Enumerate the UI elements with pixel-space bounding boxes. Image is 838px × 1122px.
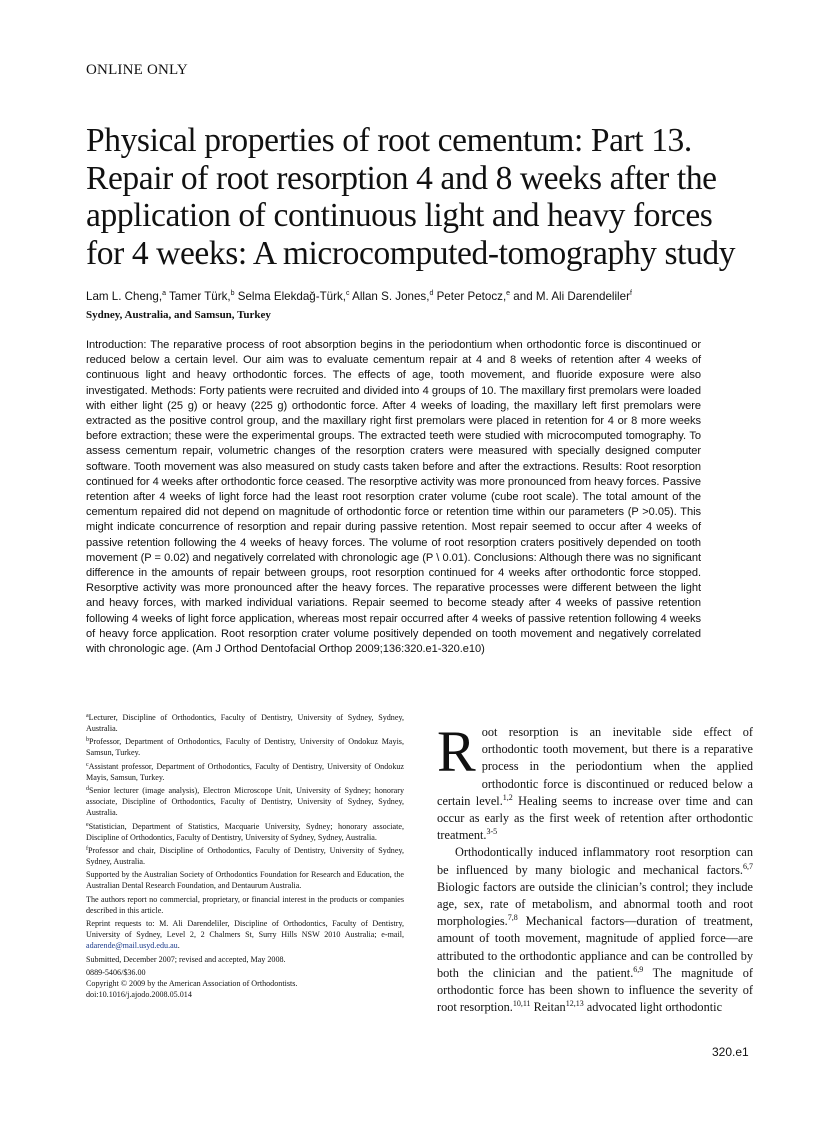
author-affiliation-mark: f [629, 290, 632, 297]
drop-cap: R [437, 719, 476, 784]
footnote-mark: d [86, 786, 89, 793]
article-title [86, 122, 766, 272]
body-text: Healing seems to increase over time and can occur as early as the first week of retention after orthodontic treatment. [437, 793, 753, 843]
submission-dates: Submitted, December 2007; revised and accepted, May 2008. [86, 954, 286, 964]
author-name: Allan S. Jones, [349, 290, 430, 303]
body-text: oot resorption is an inevitable side effect of orthodontic tooth movement, but there is a reparative process in the periodontium when the applied orthodontic force is discontinued or reduced below a certain level. [437, 725, 753, 808]
body-text: Biologic factors are outside the clinician’s control; they include age, sex, rate of metabolism, and abnormal tooth and root morphologies. [437, 879, 753, 929]
footnote-mark: a [86, 713, 89, 719]
footnote-mark: e [86, 821, 89, 828]
author-name: Selma Elekdağ-Türk, [234, 290, 347, 303]
footnote [86, 736, 404, 758]
footnote-text: Professor and chair, Discipline of Orthodontics, Faculty of Dentistry, University of Sydney, Sydney, Australia. [86, 845, 404, 867]
author-name: Lam L. Cheng, [86, 290, 163, 303]
footnote-text: Lecturer, Discipline of Orthodontics, Faculty of Dentistry, University of Sydney, Sydney, Australia. [86, 713, 404, 734]
reprint-text: Reprint requests to: M. Ali Darendeliler, Discipline of Orthodontics, Faculty of Dentistry, University of Sydney, Level 2, 2 Chalmers St, Surry Hills NSW 2010 Australia; e-mail, [86, 919, 404, 940]
citation: 7,8 [507, 913, 518, 923]
footnote [86, 821, 404, 843]
body-text-column [437, 719, 753, 1016]
body-text: Mechanical factors—duration of treatment, amount of tooth movement, magnitude of applied force—are attributed to the orthodontic appliance and can be controlled by both the clinician and the patient. [437, 914, 753, 980]
body-text: Reitan [530, 1000, 566, 1015]
body-paragraph [437, 719, 753, 844]
reprint-request-note: Reprint requests to: M. Ali Darendeliler, Discipline of Orthodontics, Faculty of Dentistry, University of Sydney, Level 2, 2 Chalmers St, Surry Hills NSW 2010 Australia; e-mail, adarende@mail.usyd.edu.au. [86, 919, 404, 951]
author-affiliation-mark: b [230, 290, 235, 297]
footnote-text: Statistician, Department of Statistics, Macquarie University, Sydney; honorary associate, Discipline of Orthodontics, Faculty of Dentistry, University of Sydney, Sydney, Australia. [86, 821, 404, 842]
footnote [86, 845, 404, 867]
doi: doi:10.1016/j.ajodo.2008.05.014 [86, 990, 192, 1000]
citation: 1,2 [502, 792, 513, 802]
body-text: The magnitude of orthodontic force has been shown to influence the severity of root resorption. [437, 965, 753, 1015]
funding-note: Supported by the Australian Society of Orthodontics Foundation for Research and Education, the Australian Dental Research Foundation, and Dentaurum Australia. [86, 870, 404, 891]
issn: 0889-5406/$36.00 [86, 967, 146, 977]
title-line: application of continuous light and heavy forces [86, 197, 713, 234]
author-list [86, 290, 632, 303]
author-name: Tamer Türk, [165, 290, 231, 303]
title-line: Repair of root resorption 4 and 8 weeks after the [86, 159, 717, 197]
title-line: for 4 weeks: A microcomputed-tomography study [86, 234, 736, 272]
citation: 6,7 [743, 861, 753, 871]
author-affiliation-mark: e [506, 290, 511, 297]
author-affiliation-mark: c [346, 290, 350, 297]
title-line: Physical properties of root cementum: Part 13. [86, 122, 692, 159]
affiliation-footnotes [86, 712, 404, 1002]
copyright: Copyright © 2009 by the American Association of Orthodontists. [86, 978, 298, 988]
body-text: Orthodontically induced inflammatory root resorption can be influenced by many biologic and mechanical factors. [437, 845, 753, 877]
footnote-text: Senior lecturer (image analysis), Electron Microscope Unit, University of Sydney; honorary associate, Discipline of Orthodontics, Faculty of Dentistry, University of Sydney, Sydney, Australia. [86, 786, 404, 818]
footnote [86, 785, 404, 818]
abstract [86, 338, 701, 657]
author-affiliation-mark: d [429, 290, 434, 297]
email-link[interactable]: adarende@mail.usyd.edu.au [86, 941, 178, 951]
author-affiliation-mark: a [162, 290, 166, 297]
body-text: advocated light orthodontic [583, 1000, 723, 1015]
footnote [86, 761, 404, 783]
citation: 12,13 [565, 999, 584, 1009]
abstract-text: Introduction: The reparative process of root absorption begins in the periodontium when orthodontic force is discontinued or reduced below a certain level. Our aim was to evaluate cementum repair at 4 and 8 weeks of retention after 4 weeks of continuous light and heavy orthodontic forces. The effects of age, tooth movement, and fluoride exposure were also investigated. Methods: Forty patients were recruited and divided into 4 groups of 10. The maxillary first premolars were loaded with either light (25 g) or heavy (225 g) orthodontic force. After 4 weeks of loading, the maxillary left first premolars were extracted as the positive control group, and the maxillary right first premolars were placed in retention for 4 or 8 more weeks before extraction; these were the experimental groups. The extracted teeth were studied with microcomputed tomography. To assess cementum repair, volumetric changes of the resorption craters were measured with specially designed computer software. Tooth movement was also measured on study casts taken before and after the extractions. Results: Root resorption continued for 4 weeks after orthodontic force ceased. The resorptive activity was more pronounced from heavy forces. Passive retention after 4 weeks of light force had the least root resorption crater volume (cube root scale). The total amount of the cementum repaired did not depend on magnitude of orthodontic force or retention time within our parameters (P >0.05). This might indicate concurrence of resorption and repair during passive retention. Most repair seemed to occur after 4 weeks of passive retention following the 4 weeks of heavy forces. The volume of root resorption craters positively depended on tooth movement (P = 0.02) and negatively correlated with chronologic age (P \ 0.01). Conclusions: Although there was no significant difference in the amounts of repair between groups, root resorption continued for 4 weeks after orthodontic force stopped. Resorptive activity was more pronounced after the heavy forces. The reparative processes were different between the light and heavy forces, with marked individual variations. Repair seemed to become steady after 4 weeks of passive retention following 4 weeks of light force application, whereas most repair occurred after 4 weeks of passive retention following 4 weeks of heavy force application. Root resorption crater volume positively depended on tooth movement and negatively correlated with chronologic age. (Am J Orthod Dentofacial Orthop 2009;136:320.e1-320.e10) [86, 339, 701, 656]
author-name: and M. Ali Darendeliler [510, 290, 630, 303]
author-location: Sydney, Australia, and Samsun, Turkey [86, 309, 271, 321]
body-paragraph [437, 844, 753, 1016]
footnote-mark: f [86, 845, 88, 852]
page-number: 320.e1 [712, 1045, 749, 1059]
footnote-text: Professor, Department of Orthodontics, Faculty of Dentistry, University of Ondokuz Mayis, Samsun, Turkey. [86, 737, 404, 758]
citation: 3-5 [486, 827, 498, 837]
online-only-label: ONLINE ONLY [86, 62, 188, 78]
author-name: Peter Petocz, [433, 290, 507, 303]
footnote-text: Assistant professor, Department of Orthodontics, Faculty of Dentistry, University of Ondokuz Mayis, Samsun, Turkey. [86, 761, 404, 782]
footnote-mark: c [86, 761, 89, 768]
citation: 6,9 [633, 964, 644, 974]
conflict-of-interest-note: The authors report no commercial, proprietary, or financial interest in the products or companies described in this article. [86, 894, 404, 915]
footnote-mark: b [86, 737, 89, 744]
citation: 10,11 [512, 999, 531, 1009]
footnote [86, 712, 404, 734]
